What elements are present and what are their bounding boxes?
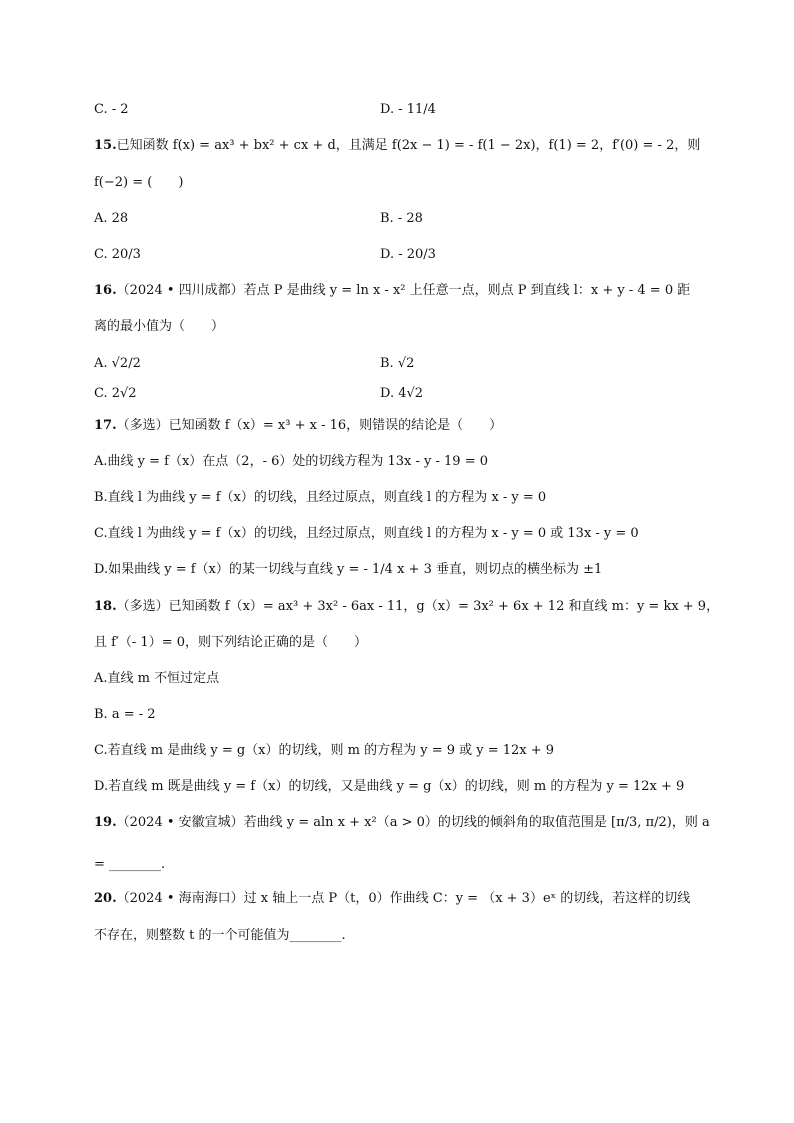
option-17-d: D.如果曲线 y = f（x）的某一切线与直线 y = - 1/4 x + 3 垂直，则切点的横坐标为 ±1 xyxy=(94,562,603,577)
question-18-line-1: 18.（多选）已知函数 f（x）= ax³ + 3x² - 6ax - 11，g（x）= 3x² + 6x + 12 和直线 m：y = kx + 9， xyxy=(94,599,720,614)
option-18-b: B. a = - 2 xyxy=(94,707,156,722)
question-20-line-2: 不存在，则整数 t 的一个可能值为________. xyxy=(94,928,346,943)
option-16-a: A. √2/2 xyxy=(94,356,141,371)
question-19-line-2: = ________. xyxy=(94,857,166,872)
option-18-c: C.若直线 m 是曲线 y = g（x）的切线，则 m 的方程为 y = 9 或 y = 12x + 9 xyxy=(94,743,555,758)
option-17-c: C.直线 l 为曲线 y = f（x）的切线，且经过原点，则直线 l 的方程为 x - y = 0 或 13x - y = 0 xyxy=(94,526,639,541)
option-15-d: D. - 20/3 xyxy=(380,247,436,262)
option-17-a: A.曲线 y = f（x）在点（2，- 6）处的切线方程为 13x - y - 19 = 0 xyxy=(94,454,488,469)
option-16-c: C. 2√2 xyxy=(94,386,137,401)
option-16-d: D. 4√2 xyxy=(380,386,424,401)
option-14-d: D. - 11/4 xyxy=(380,102,436,117)
option-15-b: B. - 28 xyxy=(380,211,423,226)
question-19-line-1: 19.（2024 • 安徽宣城）若曲线 y = aln x + x²（a > 0）的切线的倾斜角的取值范围是 [π/3, π/2)，则 a xyxy=(94,815,710,830)
option-17-b: B.直线 l 为曲线 y = f（x）的切线，且经过原点，则直线 l 的方程为 x - y = 0 xyxy=(94,490,547,505)
question-20-line-1: 20.（2024 • 海南海口）过 x 轴上一点 P（t，0）作曲线 C：y = （x + 3）eˣ 的切线，若这样的切线 xyxy=(94,891,691,906)
option-18-a: A.直线 m 不恒过定点 xyxy=(94,671,220,686)
option-16-b: B. √2 xyxy=(380,356,415,371)
question-16-line-2: 离的最小值为（ ） xyxy=(94,319,225,334)
option-15-c: C. 20/3 xyxy=(94,247,141,262)
question-18-line-2: 且 f′（- 1）= 0，则下列结论正确的是（ ） xyxy=(94,635,367,650)
option-18-d: D.若直线 m 既是曲线 y = f（x）的切线，又是曲线 y = g（x）的切线，则 m 的方程为 y = 12x + 9 xyxy=(94,779,685,794)
option-14-c: C. - 2 xyxy=(94,102,129,117)
question-15-line-2: f(−2) = ( ) xyxy=(94,175,184,190)
question-17: 17.（多选）已知函数 f（x）= x³ + x - 16，则错误的结论是（ ） xyxy=(94,418,503,433)
question-16-line-1: 16.（2024 • 四川成都）若点 P 是曲线 y = ln x - x² 上任意一点，则点 P 到直线 l：x + y - 4 = 0 距 xyxy=(94,283,691,298)
option-15-a: A. 28 xyxy=(94,211,129,226)
question-15-line-1: 15.已知函数 f(x) = ax³ + bx² + cx + d，且满足 f(2x − 1) = - f(1 − 2x)，f(1) = 2，f′(0) = - 2，则 xyxy=(94,138,701,153)
